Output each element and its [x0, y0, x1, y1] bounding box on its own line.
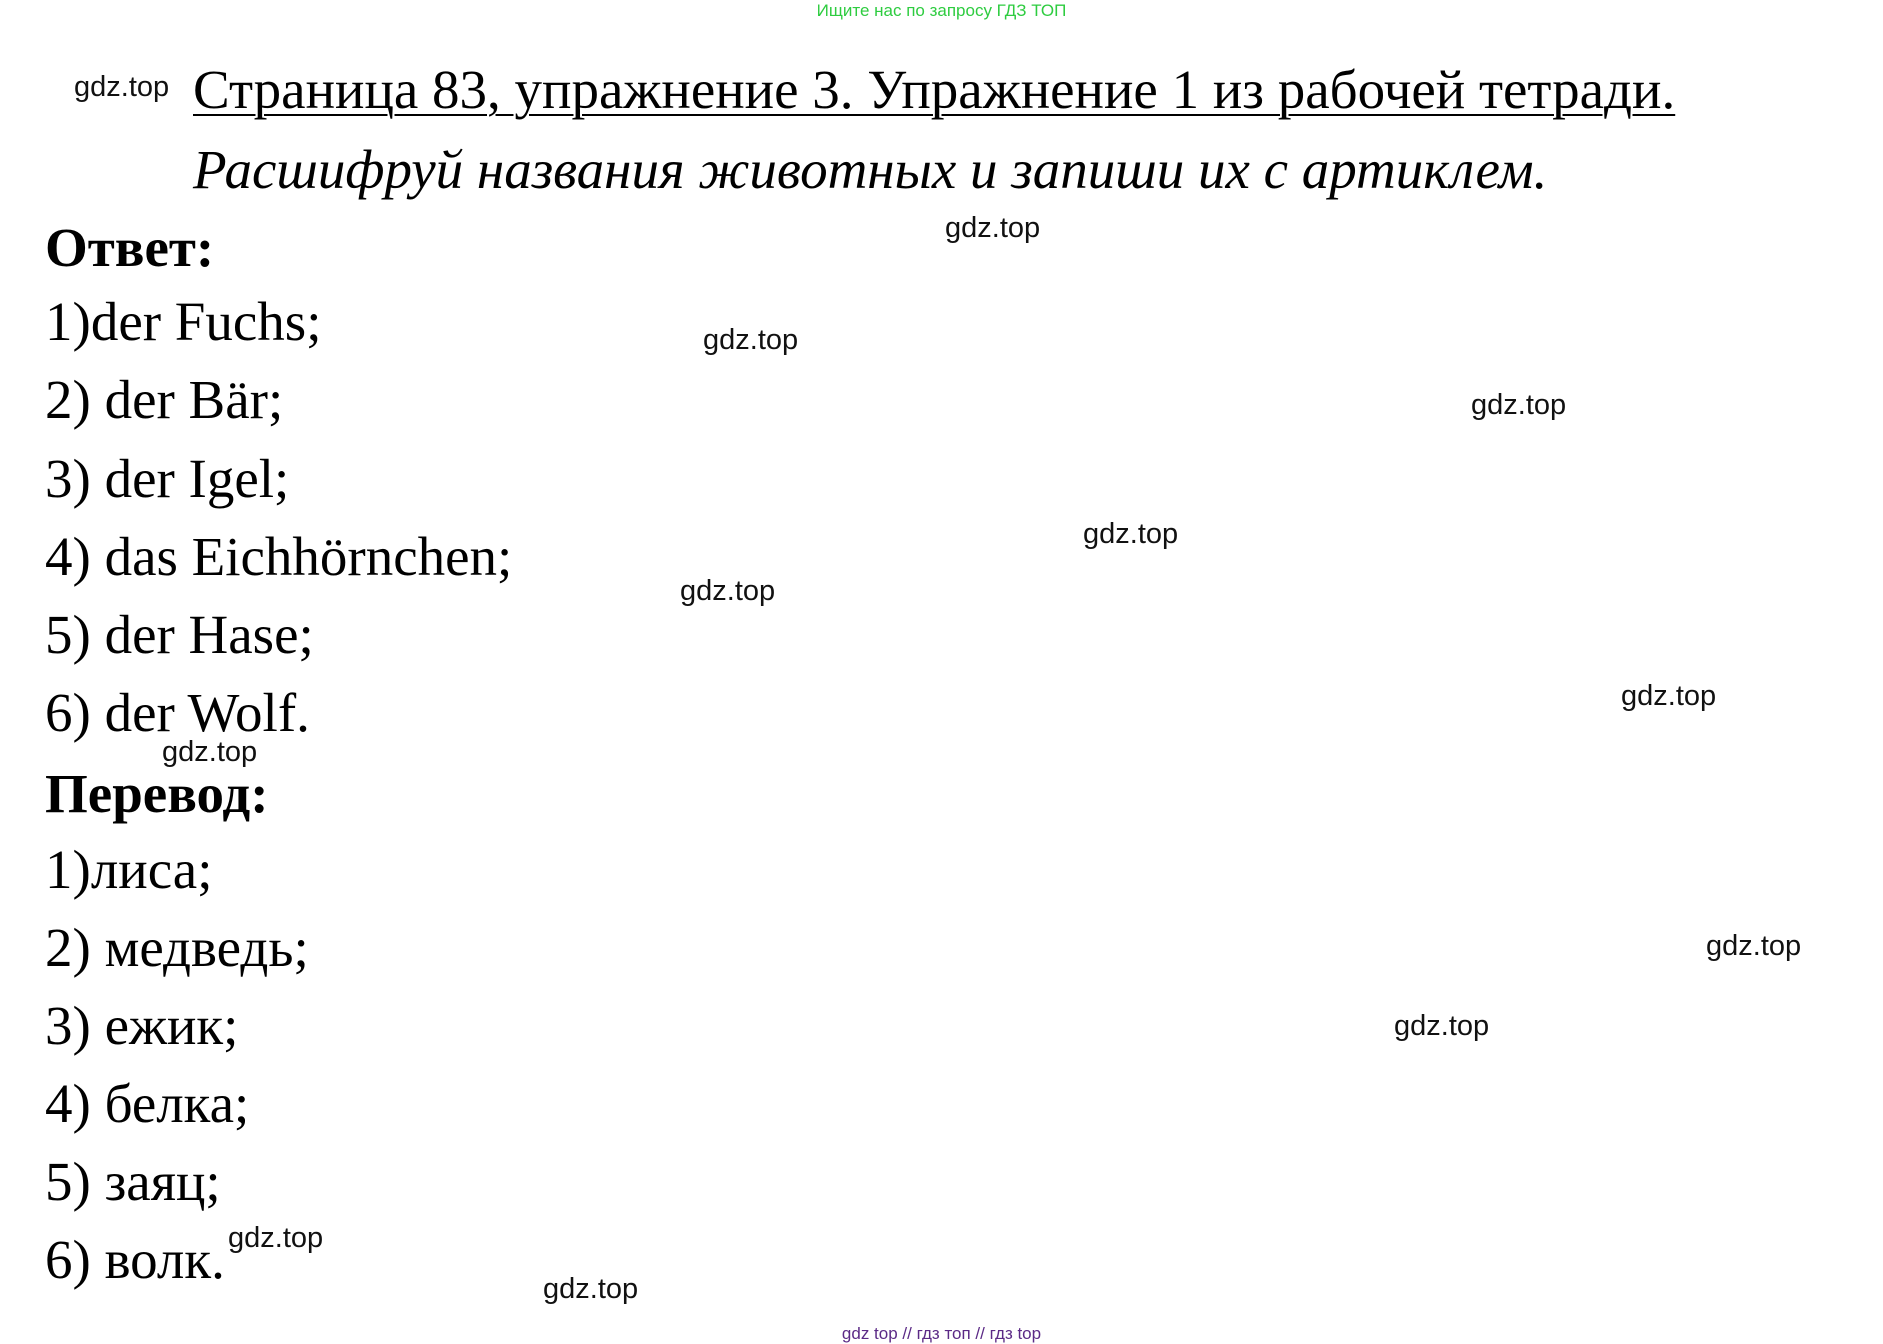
answer-item: 4) das Eichhörnchen;	[45, 526, 513, 587]
answer-heading: Ответ:	[45, 217, 215, 278]
watermark: gdz.top	[1083, 518, 1179, 550]
watermark: gdz.top	[1394, 1010, 1490, 1042]
translation-item: 6) волк.	[45, 1229, 225, 1290]
task-instruction: Расшифруй названия животных и запиши их с артиклем.	[193, 139, 1548, 200]
watermark: gdz.top	[543, 1273, 639, 1305]
translation-item: 2) медведь;	[45, 917, 309, 978]
translation-item: 5) заяц;	[45, 1151, 221, 1212]
answer-item: 2) der Bär;	[45, 369, 284, 430]
watermark: gdz.top	[703, 324, 799, 356]
watermark: gdz.top	[945, 212, 1041, 244]
translation-heading: Перевод:	[45, 763, 269, 824]
watermark: gdz.top	[1621, 680, 1717, 712]
answer-item: 6) der Wolf.	[45, 682, 310, 743]
watermark: gdz.top	[228, 1222, 324, 1254]
footer-links: gdz top // гдз топ // гдз top	[841, 1324, 1042, 1343]
watermark: gdz.top	[162, 736, 258, 768]
watermark: gdz.top	[680, 575, 776, 607]
watermark: gdz.top	[1706, 930, 1802, 962]
watermark: gdz.top	[74, 71, 170, 103]
answer-item: 5) der Hase;	[45, 604, 314, 665]
answer-item: 3) der Igel;	[45, 448, 290, 509]
translation-item: 1)лиса;	[45, 839, 213, 900]
translation-item: 3) ежик;	[45, 995, 239, 1056]
translation-item: 4) белка;	[45, 1073, 250, 1134]
answer-item: 1)der Fuchs;	[45, 291, 322, 352]
watermark: gdz.top	[1471, 389, 1567, 421]
page-title: Страница 83, упражнение 3. Упражнение 1 из рабочей тетради.	[193, 59, 1676, 120]
top-banner: Ищите нас по запросу ГДЗ ТОП	[816, 1, 1067, 20]
